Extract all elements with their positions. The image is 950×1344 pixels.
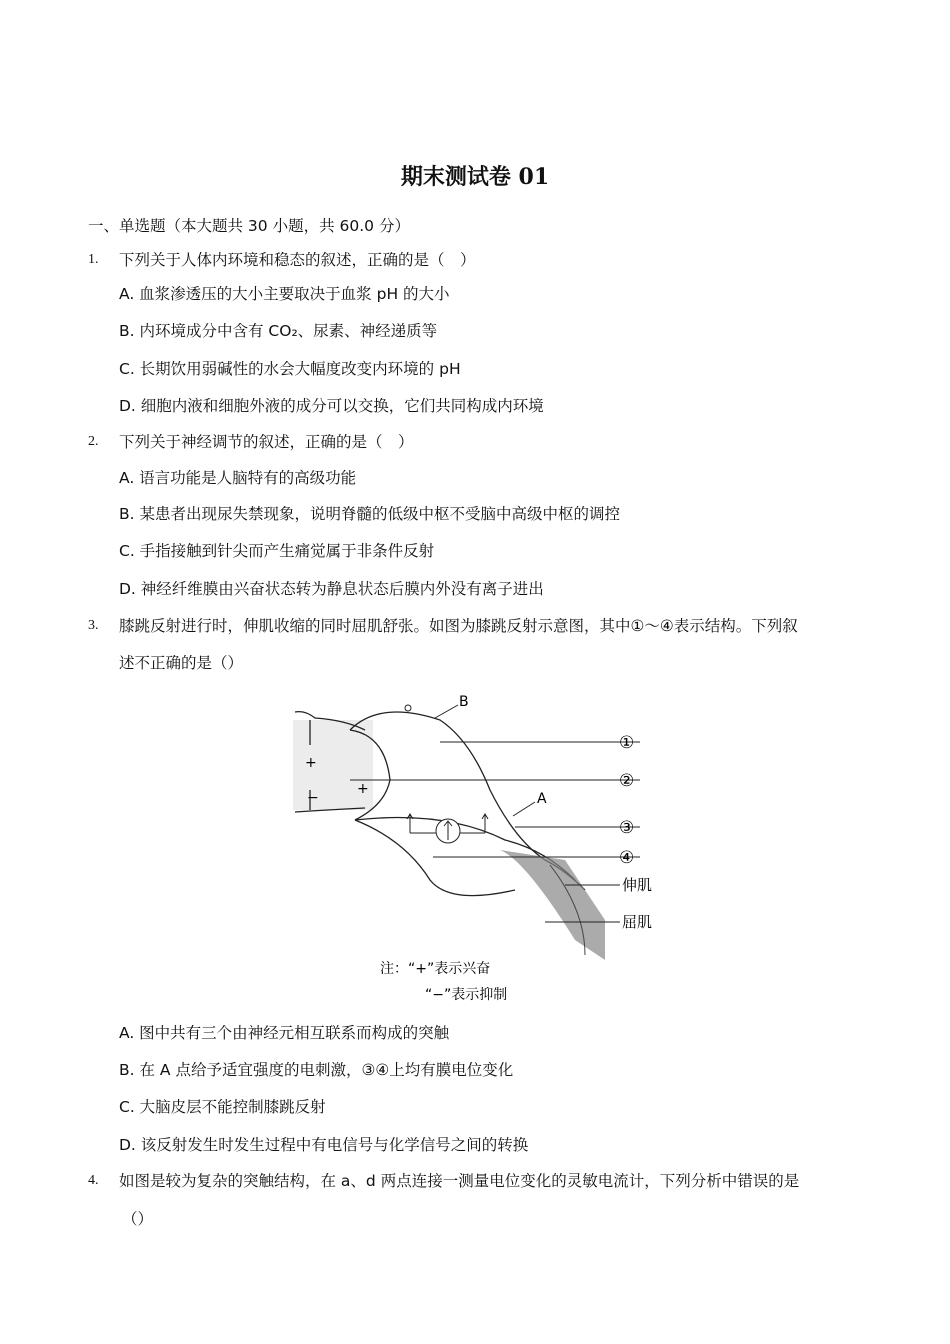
question-number: 2. [88,434,99,449]
question-number: 1. [88,252,99,267]
label-flexor: 屈肌 [622,913,653,931]
option: D. 神经纤维膜由兴奋状态转为静息状态后膜内外没有离子进出 [119,580,544,598]
label-extensor: 伸肌 [622,876,653,894]
plus-sign: + [305,755,317,771]
label-a: A [537,791,547,807]
option: A. 图中共有三个由神经元相互联系而构成的突触 [119,1024,450,1042]
plus-sign: + [357,781,369,797]
page-title: 期末测试卷 01 [400,164,550,190]
label-3: ③ [619,818,635,838]
option: D. 该反射发生时发生过程中有电信号与化学信号之间的转换 [119,1136,529,1154]
option: B. 内环境成分中含有 CO₂、尿素、神经递质等 [119,322,438,340]
option: B. 某患者出现尿失禁现象，说明脊髓的低级中枢不受脑中高级中枢的调控 [119,505,620,523]
label-4: ④ [619,848,635,868]
option: B. 在 A 点给予适宜强度的电刺激，③④上均有膜电位变化 [119,1061,514,1079]
option: D. 细胞内液和细胞外液的成分可以交换，它们共同构成内环境 [119,397,544,415]
option: C. 大脑皮层不能控制膝跳反射 [119,1098,326,1116]
question-stem-continued: （） [122,1210,154,1228]
question-stem: 膝跳反射进行时，伸肌收缩的同时屈肌舒张。如图为膝跳反射示意图，其中①～④表示结构。下列叙 [119,617,798,635]
label-1: ① [619,733,635,753]
figure-note: “−”表示抑制 [425,987,508,1003]
option: C. 手指接触到针尖而产生痛觉属于非条件反射 [119,542,435,560]
question-stem: 下列关于神经调节的叙述，正确的是（ ） [119,433,414,451]
option: C. 长期饮用弱碱性的水会大幅度改变内环境的 pH [119,360,461,378]
label-2: ② [619,771,635,791]
question-stem: 如图是较为复杂的突触结构，在 a、d 两点连接一测量电位变化的灵敏电流计，下列分析中错误的是 [119,1172,800,1190]
figure-note: 注：“+”表示兴奋 [380,961,491,977]
question-stem-continued: 述不正确的是（） [119,654,244,672]
question-number: 4. [88,1173,99,1188]
option: A. 语言功能是人脑特有的高级功能 [119,469,357,487]
question-number: 3. [88,618,99,633]
option: A. 血浆渗透压的大小主要取决于血浆 pH 的大小 [119,285,450,303]
question-stem: 下列关于人体内环境和稳态的叙述，正确的是（ ） [119,251,476,269]
section-heading: 一、单选题（本大题共 30 小题，共 60.0 分） [88,217,410,235]
muscle-drawing [500,850,605,960]
minus-sign: − [307,790,319,806]
label-b: B [459,694,469,710]
knee-jerk-reflex-figure [285,690,665,1010]
